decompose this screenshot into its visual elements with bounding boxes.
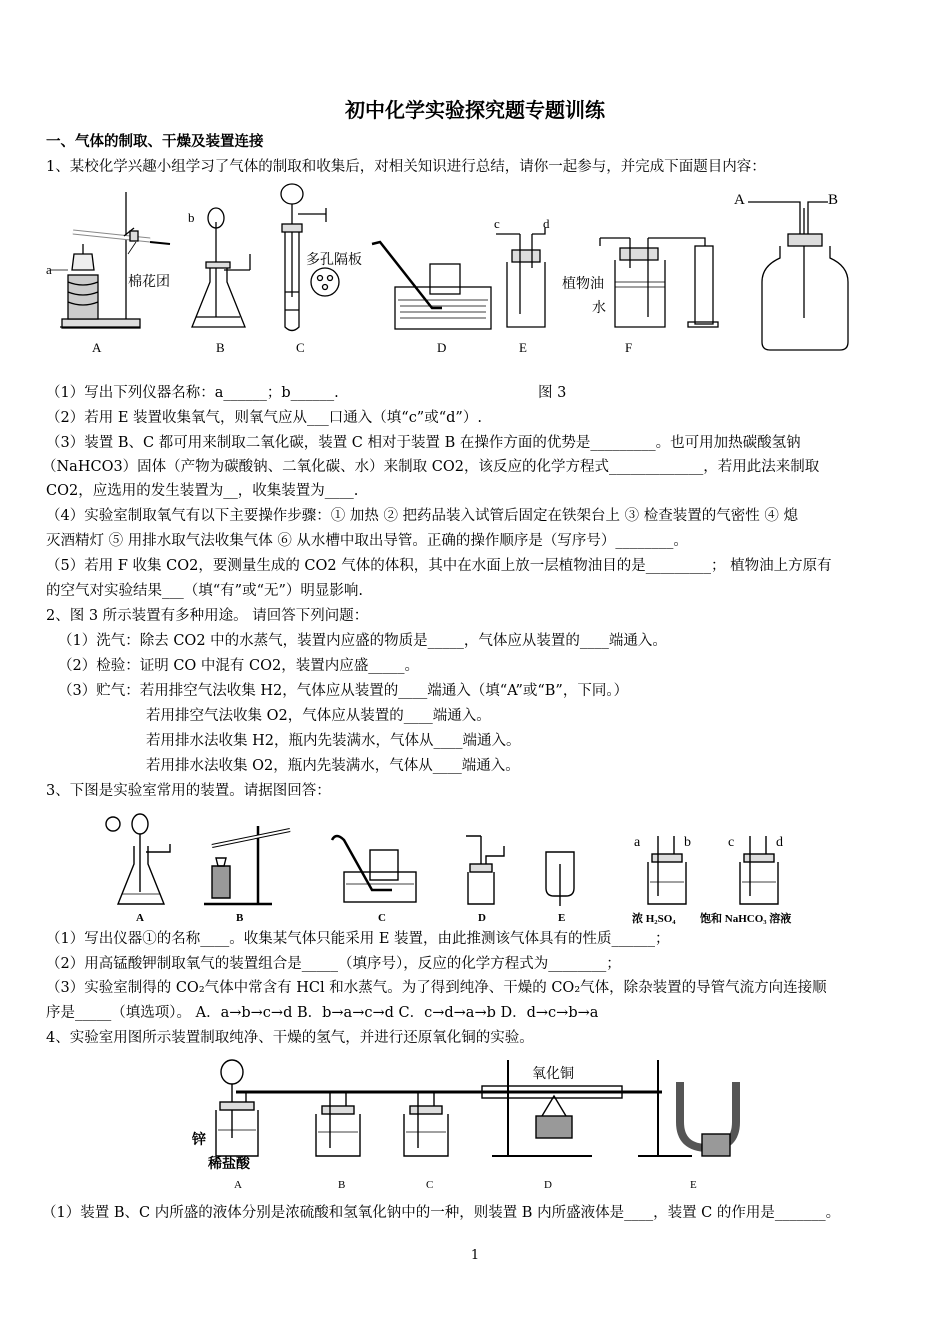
q4-apparatus-e [638,1060,736,1156]
label-vegetable-oil: 植物油 [562,277,604,292]
label-copper-oxide: 氧化铜 [532,1067,574,1082]
q2-p4: 若用排空气法收集 O2，气体应从装置的____端通入。 [146,708,491,724]
label-b-mark: b [188,210,195,225]
q4-intro: 4、实验室用图所示装置制取纯净、干燥的氢气，并进行还原氧化铜的实验。 [46,1030,534,1046]
label-a-mark: a [46,262,52,277]
apparatus-d [372,242,491,329]
label-dilute-hcl: 稀盐酸 [208,1157,250,1172]
q3-mark-b: b [684,835,691,850]
label-zinc: 锌 [192,1133,206,1148]
q3-washing-bottle-1 [648,836,686,904]
figure3-bottle [748,202,848,350]
q4-label-A: A [234,1179,242,1191]
label-porous-plate: 多孔隔板 [306,253,362,268]
fig3-caption: 图 3 [538,385,567,401]
q4-label-E: E [690,1179,697,1191]
q4-apparatus-c [404,1092,448,1156]
q3-label-A: A [136,912,144,924]
label-conc-sulfuric-acid: 浓 H₂SO₄ [632,913,676,925]
q2-intro: 2、图 3 所示装置有多种用途。 请回答下列问题： [46,608,369,624]
q4-apparatus-b [316,1092,360,1156]
q3-washing-bottle-2 [740,836,778,904]
label-saturated-nahco3: 饱和 NaHCO₃ 溶液 [700,913,792,925]
q1-p3-line1: （3）装置 B、C 都可用来制取二氧化碳，装置 C 相对于装置 B 在操作方面的优势是_________。也可用加热碳酸氢钠 [46,435,801,451]
q3-mark-a: a [634,835,641,850]
q2-p3: （3）贮气：若用排空气法收集 H2，气体应从装置的____端通入（填“A”或“B”，下同。） [58,683,629,699]
q4-label-B: B [338,1179,346,1191]
fig3-label-B: B [828,192,839,208]
q1-p4-line2: 灭酒精灯 ⑤ 用排水取气法收集气体 ⑥ 从水槽中取出导管。正确的操作顺序是（写序号）________。 [46,533,688,549]
label-c-mark: c [494,216,500,231]
fig1-label-B: B [216,340,225,355]
q3-apparatus-c [332,836,416,902]
q3-apparatus-b [204,826,290,904]
q4-p1: （1）装置 B、C 内所盛的液体分别是浓硫酸和氢氧化钠中的一种，则装置 B 内所盛液体是____，装置 C 的作用是_______。 [42,1205,841,1221]
section-heading: 一、气体的制取、干燥及装置连接 [46,134,264,150]
q2-p2: （2）检验：证明 CO 中混有 CO2，装置内应盛_____。 [58,658,419,674]
apparatus-e [496,228,545,327]
q1-p5-line1: （5）若用 F 收集 CO2，要测量生成的 CO2 气体的体积，其中在水面上放一层植物油目的是_________； 植物油上方原有 [46,558,832,574]
q2-p6: 若用排水法收集 O2，瓶内先装满水，气体从____端通入。 [146,758,520,774]
q3-label-E: E [558,912,566,924]
q1-p4-line1: （4）实验室制取氧气有以下主要操作步骤：① 加热 ② 把药品装入试管后固定在铁架台上 ③ 检查装置的气密性 ④ 熄 [46,508,798,524]
q1-p3-line2: （NaHCO3）固体（产物为碳酸钠、二氧化碳、水）来制取 CO2，该反应的化学方程式_____________，若用此法来制取 [42,459,820,475]
label-d-mark: d [543,216,550,231]
q3-mark-c: c [728,835,735,850]
q1-p3-line3: CO2，应选用的发生装置为__，收集装置为____. [46,483,359,499]
q3-apparatus-e [546,852,574,906]
q4-label-C: C [426,1179,434,1191]
q2-p1: （1）洗气：除去 CO2 中的水蒸气，装置内应盛的物质是_____，气体应从装置的____端通入。 [58,633,667,649]
q3-apparatus-figure [100,806,830,930]
q3-p3-line1: （3）实验室制得的 CO₂气体中常含有 HCl 和水蒸气。为了得到纯净、干燥的 CO₂气体，除杂装置的导管气流方向连接顺 [46,980,827,996]
q3-p2: （2）用高锰酸钾制取氧气的装置组合是_____（填序号），反应的化学方程式为________； [46,956,621,972]
q1-apparatus-figure [40,182,880,360]
q1-p2: （2）若用 E 装置收集氧气，则氧气应从___口通入（填“c”或“d”）. [46,410,482,426]
apparatus-f [600,238,718,327]
q3-p3-line2: 序是_____（填选项）。 A．a→b→c→d B．b→a→c→d C．c→d→a→b D．d→c→b→a [46,1005,599,1021]
fig1-label-A: A [92,340,102,355]
page-number: 1 [470,1248,480,1263]
q4-label-D: D [544,1179,552,1191]
q1-p1: （1）写出下列仪器名称：a______；b______. [46,385,339,401]
fig1-label-C: C [296,340,305,355]
q4-apparatus-figure [192,1052,772,1192]
apparatus-a [50,192,170,328]
q3-label-C: C [378,912,386,924]
fig1-label-F: F [625,340,633,355]
fig1-label-E: E [519,340,527,355]
fig3-label-A: A [734,192,745,208]
q2-p5: 若用排水法收集 H2，瓶内先装满水，气体从____端通入。 [146,733,521,749]
q3-label-D: D [478,912,486,924]
page-title: 初中化学实验探究题专题训练 [345,98,605,122]
q1-intro: 1、某校化学兴趣小组学习了气体的制取和收集后，对相关知识进行总结，请你一起参与，并完成下面题目内容： [46,159,766,175]
q3-p1: （1）写出仪器①的名称____。收集某气体只能采用 E 装置，由此推测该气体具有的性质______； [46,931,670,947]
q1-p5-line2: 的空气对实验结果___（填“有”或“无”）明显影响. [46,583,364,599]
q3-mark-d: d [776,835,783,850]
fig1-label-D: D [437,340,447,355]
q4-apparatus-a [216,1060,258,1156]
label-cotton: 棉花团 [128,275,170,290]
q3-apparatus-a [106,814,170,904]
q3-apparatus-d [466,836,504,904]
q3-label-B: B [236,912,244,924]
q3-intro: 3、下图是实验室常用的装置。请据图回答： [46,783,331,799]
label-water: 水 [592,301,606,316]
apparatus-b [192,208,250,327]
